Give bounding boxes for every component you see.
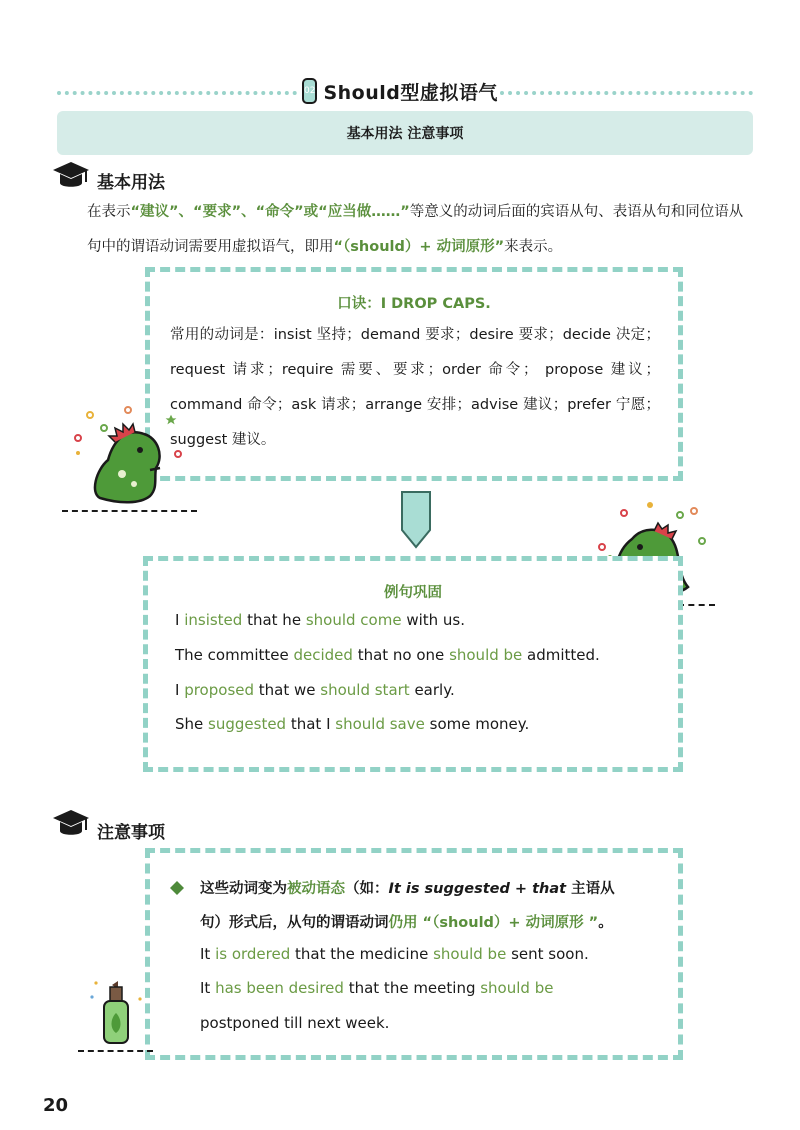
- section-title-notes: 注意事项: [97, 823, 165, 843]
- text-run: decided: [293, 646, 353, 664]
- dinosaur-ground-line-left: [62, 510, 197, 512]
- text-run: 等意义的动词后面的宾语从句、表语从句和同位语从句中的谓语动词需要用虚拟语气，即用: [87, 204, 744, 255]
- bottle-illustration: [82, 975, 152, 1055]
- intro-paragraph: [87, 195, 757, 265]
- header-dotted-line-right: [500, 91, 753, 95]
- page-number: 20: [43, 1095, 69, 1116]
- example-sentence-3: [175, 681, 455, 699]
- note-line-2: [200, 911, 613, 932]
- note-line-1: [200, 877, 615, 898]
- note-example-2-line-2: postponed till next week.: [200, 1014, 390, 1032]
- text-run: that the medicine: [290, 945, 434, 963]
- text-run: She: [175, 715, 209, 733]
- notes-box: [145, 848, 683, 1060]
- graduation-cap-icon: [52, 808, 90, 840]
- text-run: It: [200, 979, 216, 997]
- text-run: sent soon.: [506, 945, 589, 963]
- text-run: that I: [286, 715, 336, 733]
- header-dotted-line-left: [57, 91, 297, 95]
- example-sentence-1: [175, 611, 465, 629]
- topic-banner: 基本用法 注意事项: [57, 111, 753, 155]
- text-run: 。: [598, 915, 613, 931]
- text-run: insisted: [184, 611, 243, 629]
- text-run: should be: [433, 945, 507, 963]
- mnemonic-title: 口诀：I DROP CAPS.: [337, 296, 491, 312]
- text-run: suggested: [208, 715, 287, 733]
- example-sentence-4: [175, 715, 529, 733]
- text-run: “建议”、“要求”、“命令”或“应当做……”: [130, 204, 410, 220]
- text-run: that the meeting: [343, 979, 481, 997]
- text-run: should be: [480, 979, 554, 997]
- text-run: should start: [320, 681, 410, 699]
- text-run: admitted.: [522, 646, 600, 664]
- text-run: should save: [335, 715, 425, 733]
- text-run: It: [200, 945, 216, 963]
- chapter-number-badge: 02: [302, 78, 317, 104]
- text-run: that we: [254, 681, 321, 699]
- text-run: 来表示。: [504, 239, 563, 255]
- graduation-cap-icon: [52, 160, 90, 192]
- dinosaur-illustration-left: [60, 398, 200, 518]
- section-title-basic-usage: 基本用法: [97, 173, 165, 193]
- text-run: 被动语态: [287, 881, 345, 897]
- text-run: “（should）+ 动词原形”: [333, 239, 505, 255]
- text-run: （如：: [345, 881, 389, 897]
- text-run: 主语从: [566, 881, 615, 897]
- text-run: It is suggested + that: [388, 881, 567, 897]
- text-run: should be: [449, 646, 523, 664]
- text-run: has been desired: [215, 979, 344, 997]
- examples-title: 例句巩固: [384, 585, 442, 601]
- text-run: proposed: [184, 681, 255, 699]
- examples-box: [143, 556, 683, 772]
- text-run: is ordered: [215, 945, 291, 963]
- text-run: The committee: [175, 646, 294, 664]
- mnemonic-box: [145, 267, 683, 481]
- note-example-2-line-1: [200, 979, 553, 997]
- text-run: I: [175, 681, 185, 699]
- text-run: I: [175, 611, 185, 629]
- text-run: should come: [305, 611, 402, 629]
- note-example-1: [200, 945, 589, 963]
- text-run: early.: [409, 681, 455, 699]
- text-run: some money.: [424, 715, 530, 733]
- down-arrow-marker: [400, 490, 432, 550]
- text-run: that no one: [352, 646, 450, 664]
- text-run: that he: [242, 611, 306, 629]
- text-run: 句）形式后，从句的谓语动词: [200, 915, 389, 931]
- mnemonic-body: 常用的动词是：insist 坚持；demand 要求；desire 要求；decide 决定；request 请求；require 需要、要求；order 命令； propose 建议；command 命令；ask 请求；arrange 安排；advise 建议；prefer 宁愿；suggest 建议。: [170, 327, 660, 448]
- chapter-title: Should型虚拟语气: [323, 81, 498, 104]
- text-run: 在表示: [87, 204, 131, 220]
- chapter-header: [302, 76, 498, 106]
- bottle-ground-line: [78, 1050, 153, 1052]
- text-run: with us.: [401, 611, 466, 629]
- diamond-bullet-icon: [170, 881, 184, 895]
- text-run: 这些动词变为: [200, 881, 287, 897]
- text-run: 仍用 “（should）+ 动词原形 ”: [388, 915, 599, 931]
- example-sentence-2: [175, 646, 600, 664]
